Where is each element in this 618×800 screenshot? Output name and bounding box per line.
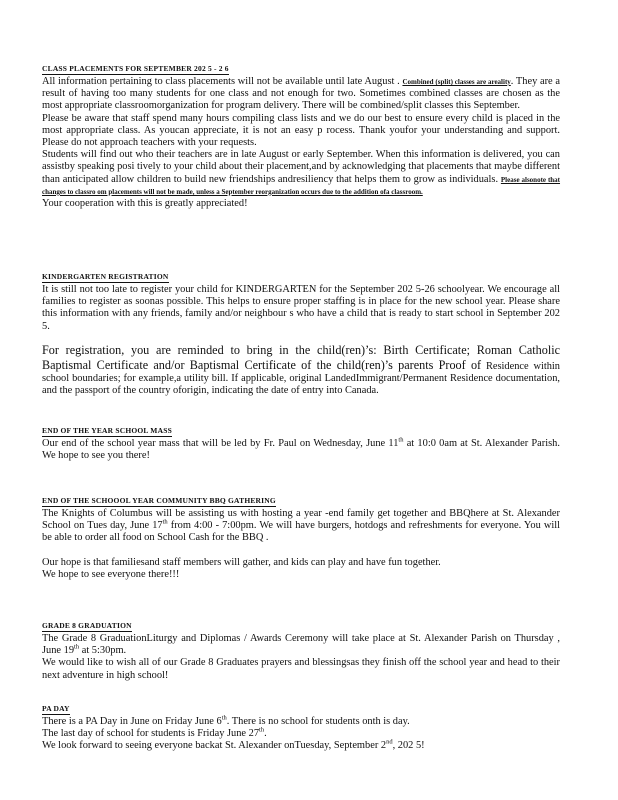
class-placements-paragraph-1 [42, 76, 560, 113]
class-placements-paragraph-3 [42, 149, 560, 198]
grade8-paragraph-2: We would like to wish all of our Grade 8 Graduates prayers and blessingsas they finish off the school year and head to their next adventure in high school! [42, 657, 560, 681]
community-bbq-paragraph-1 [42, 508, 560, 545]
school-mass-paragraph [42, 438, 560, 462]
text-run: There is a PA Day in June on Friday June 6 [42, 716, 222, 727]
combined-classes-note: Combined (split) classes are areality [402, 78, 511, 86]
text-run: We look forward to seeing everyone backat St. Alexander onTuesday, September 2 [42, 740, 387, 752]
text-run: Residence within school boundaries; for example,a utility bill. If applicable, original LandedImmigrant/Permanent Residence documentation, and the passport of the country oforigin, indicating the date of entry into Canada. [42, 361, 561, 397]
kindergarten-section [42, 266, 560, 398]
pa-day-paragraph-2 [42, 728, 560, 740]
school-mass-section [42, 420, 560, 462]
grade8-paragraph-1 [42, 633, 560, 657]
pa-day-section [42, 698, 560, 753]
text-run: All information pertaining to class placements will not be available until late August . [42, 76, 400, 87]
placement-change-note: Please alsonote that changes to classro om placements will not be made, unless a September reorganization occurs due to the addition ofa classroom. [42, 175, 561, 196]
text-run: at 10:0 0am at St. Alexander Parish. We hope to see you there! [42, 438, 560, 462]
kindergarten-paragraph-2 [42, 343, 560, 398]
community-bbq-paragraph-3: We hope to see everyone there!!! [42, 568, 180, 580]
grade8-graduation-section [42, 615, 560, 682]
school-mass-heading: END OF THE YEAR SCHOOL MASS [42, 426, 172, 435]
text-run: . [264, 728, 267, 740]
community-bbq-paragraph-2: Our hope is that familiesand staff members will gather, and kids can play and have fun together. [42, 556, 441, 568]
class-placements-heading: CLASS PLACEMENTS FOR SEPTEMBER 202 5 - 2 6 [42, 64, 229, 73]
superscript: nd [386, 738, 393, 746]
class-placements-paragraph-2: Please be aware that staff spend many hours compiling class lists and we do our best to ensure every child is placed in the most appropriate class. As youcan appreciate, it is not an easy p rocess. Thank youfor your understanding and support. Please do not approach teachers with your requests. [42, 112, 560, 149]
registration-documents-text: For registration, you are reminded to bring in the child(ren)’s: Birth Certificate; Roman Catholic Baptismal Certificate and/or Baptismal Certificate of the child(ren)’s parents Proof of [42, 342, 560, 373]
text-run: , 202 5! [392, 740, 425, 752]
superscript: th [74, 643, 80, 651]
class-placements-section [42, 58, 560, 210]
text-run: The Grade 8 GraduationLiturgy and Diplomas / Awards Ceremony will take place at St. Alexander Parish on Thursday , June 19 [42, 633, 560, 657]
text-run: The Knights of Columbus will be assisting us with hosting a year -end family get together and BBQhere at St. Alexander School on Tues day, June 17 [42, 508, 560, 532]
superscript: th [398, 436, 404, 444]
class-placements-paragraph-4: Your cooperation with this is greatly appreciated! [42, 198, 248, 210]
text-run: Our end of the school year mass that will be led by Fr. Paul on Wednesday, June 11 [42, 438, 399, 449]
community-bbq-heading: END OF THE SCHOOOL YEAR COMMUNITY BBQ GATHERING [42, 496, 276, 505]
pa-day-heading: PA DAY [42, 704, 70, 713]
pa-day-paragraph-1 [42, 716, 560, 728]
superscript: th [221, 714, 227, 722]
kindergarten-heading: KINDERGARTEN REGISTRATION [42, 272, 169, 281]
text-run: from 4:00 - 7:00pm. We will have burgers, hotdogs and refreshments for everyone. You will be able to order all food on School Cash for the BBQ . [42, 520, 560, 544]
pa-day-paragraph-3 [42, 740, 560, 752]
community-bbq-section [42, 490, 560, 581]
text-run: . They are a result of having too many students for one class and not enough for two. Sometimes combined classes are chosen as the most appropriate classroomorganization for program delivery. There will be combined/split classes this September. [42, 76, 560, 112]
text-run: at 5:30pm. [79, 645, 127, 657]
text-run: The last day of school for students is Friday June 27 [42, 728, 260, 740]
superscript: th [162, 518, 168, 526]
grade8-graduation-heading: GRADE 8 GRADUATION [42, 621, 132, 630]
text-run: Students will find out who their teachers are in late August or early September. When this information is delivered, you can assistby speaking posi tively to your child about their placement,and by acknowledging that placements that maybe different than anticipated allow children to build new friendships andresiliency that helps them to grow as individuals. [42, 149, 560, 185]
kindergarten-paragraph-1: It is still not too late to register your child for KINDERGARTEN for the September 202 5-26 schoolyear. We encourage all families to register as soonas possible. This helps to ensure proper staffing is in place for the new school year. Please share this information with any friends, family and/or neighbour s who have a child that is ready to start school in September 202 5. [42, 284, 560, 332]
superscript: th [259, 726, 265, 734]
text-run: . There is no school for students onth is day. [226, 716, 410, 727]
